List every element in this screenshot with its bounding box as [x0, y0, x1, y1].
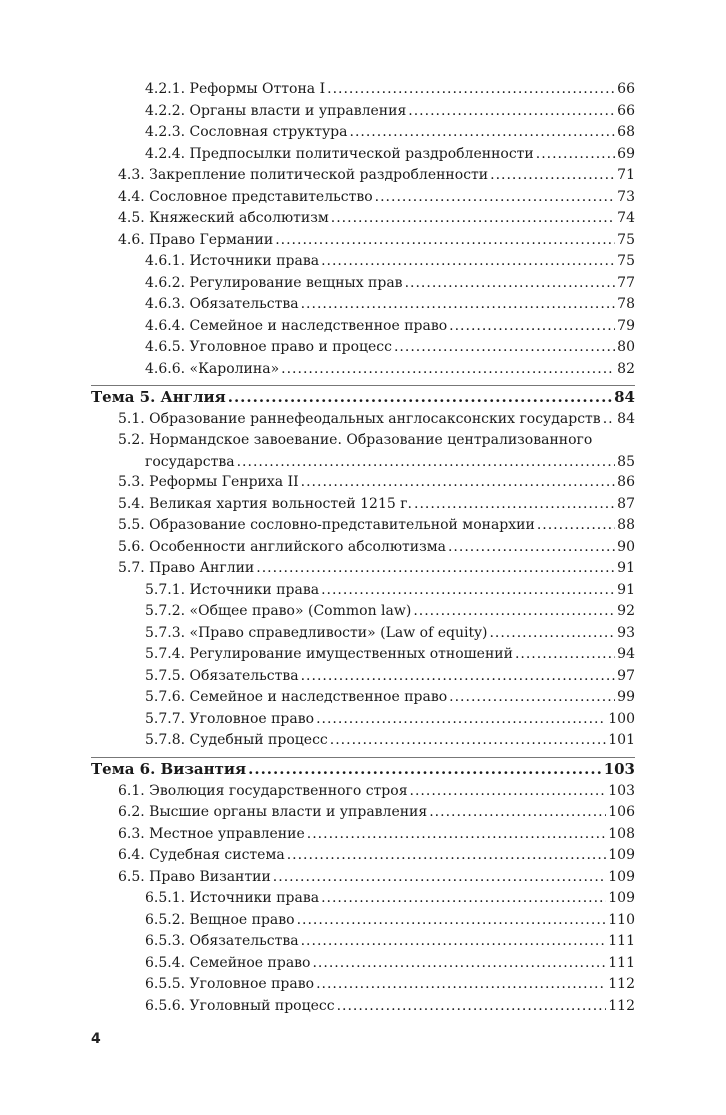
- section-divider: [91, 757, 635, 758]
- toc-page-number: 94: [617, 646, 635, 662]
- toc-page-number: 75: [617, 253, 635, 269]
- toc-page-number: 86: [617, 474, 635, 490]
- toc-entry-title: 4.5. Княжеский абсолютизм: [118, 210, 329, 226]
- toc-entry-title: 6.5.2. Вещное право: [145, 911, 295, 928]
- toc-entry: [118, 208, 635, 230]
- toc-entry-title: 6.5.5. Уголовное право: [145, 976, 315, 992]
- dot-leader: [301, 294, 616, 316]
- toc-entry: [145, 273, 635, 295]
- toc-entry: [145, 122, 635, 144]
- dot-leader: [256, 558, 615, 580]
- toc-entry: [145, 294, 635, 316]
- page-number: 4: [91, 1031, 101, 1047]
- toc-page-number: 101: [608, 732, 635, 748]
- toc-page-number: 109: [608, 847, 635, 863]
- toc-page-number: 75: [617, 231, 635, 248]
- toc-page-number: 109: [608, 868, 635, 885]
- toc-page-number: 103: [608, 782, 635, 799]
- toc-entry-title: 5.7.5. Обязательства: [145, 667, 299, 684]
- toc-page-number: 88: [617, 517, 635, 533]
- toc-entry: [145, 337, 635, 359]
- toc-entry: [145, 623, 635, 645]
- dot-leader: [301, 472, 616, 494]
- toc-entry: [145, 580, 635, 602]
- toc-entry-title: 6.2. Высшие органы власти и управления: [118, 804, 428, 820]
- toc-page-number: 69: [617, 145, 635, 162]
- dot-leader: [603, 409, 615, 431]
- toc-entry: [145, 316, 635, 338]
- toc-entry-title: 4.4. Сословное представительство: [118, 188, 373, 205]
- toc-entry: [118, 781, 635, 803]
- dot-leader: [405, 273, 616, 295]
- toc-entry-title: 4.6.3. Обязательства: [145, 296, 299, 312]
- toc-entry: [145, 101, 635, 123]
- dot-leader: [375, 187, 616, 209]
- toc-page-number: 66: [617, 81, 635, 97]
- dot-leader: [321, 580, 615, 602]
- toc-page-number: 97: [617, 667, 635, 684]
- toc-page-number: 112: [608, 976, 635, 992]
- toc-entry: [118, 802, 635, 824]
- toc-page-number: 66: [617, 102, 635, 119]
- dot-leader: [414, 494, 615, 516]
- toc-page-number: 109: [608, 890, 635, 906]
- toc-entry-title: 5.7.7. Уголовное право: [145, 710, 315, 727]
- toc-entry-title: 5.1. Образование раннефеодальных англосаксонских государств: [118, 410, 601, 427]
- toc-entry: [118, 165, 635, 187]
- toc-entry-title: 5.7.8. Судебный процесс: [145, 732, 328, 748]
- dot-leader: [301, 931, 607, 953]
- toc-entry-title: 4.2.4. Предпосылки политической раздробленности: [145, 145, 534, 162]
- dot-leader: [330, 730, 607, 752]
- toc-entry-title: Тема 5. Англия: [91, 387, 226, 406]
- dot-leader: [321, 888, 606, 910]
- toc-page-number: 82: [617, 360, 635, 377]
- toc-entry: [118, 187, 635, 209]
- toc-entry-title: 4.2.3. Сословная структура: [145, 124, 348, 140]
- dot-leader: [237, 452, 616, 474]
- dot-leader: [350, 122, 616, 144]
- toc-entry: [118, 558, 635, 580]
- dot-leader: [287, 845, 607, 867]
- toc-page-number: 99: [617, 689, 635, 705]
- toc-entry: [118, 409, 635, 431]
- toc-entry-title: 5.2. Нормандское завоевание. Образование централизованного: [118, 432, 593, 448]
- dot-leader: [537, 515, 615, 537]
- toc-page-number: 77: [617, 274, 635, 291]
- toc-page-number: 71: [617, 167, 635, 183]
- dot-leader: [536, 144, 615, 166]
- dot-leader: [297, 910, 607, 932]
- toc-entry-title: 4.6.2. Регулирование вещных прав: [145, 274, 403, 291]
- toc-entry-title: 5.6. Особенности английского абсолютизма: [118, 538, 446, 555]
- toc-entry-title: 6.5.6. Уголовный процесс: [145, 997, 335, 1014]
- toc-entry-title: 5.7.3. «Право справедливости» (Law of equity): [145, 624, 488, 641]
- toc-entry-title: 4.6.1. Источники права: [145, 253, 320, 269]
- toc-entry-title: 6.5.4. Семейное право: [145, 954, 311, 971]
- toc-entry-title: 4.6.4. Семейное и наследственное право: [145, 317, 448, 334]
- toc-page-number: 78: [617, 296, 635, 312]
- dot-leader: [331, 208, 615, 230]
- toc-page-number: 79: [617, 317, 635, 334]
- toc-entry: [118, 472, 635, 494]
- toc-topic-heading: [91, 387, 635, 409]
- toc-entry-title: 5.4. Великая хартия вольностей 1215 г.: [118, 495, 413, 512]
- toc-page-number: 80: [617, 339, 635, 355]
- toc-entry: [145, 359, 635, 381]
- toc-page-number: 103: [603, 760, 635, 778]
- toc-entry: [145, 974, 635, 996]
- toc-entry: [118, 515, 635, 537]
- dot-leader: [337, 996, 607, 1018]
- toc-entry: [145, 730, 635, 752]
- dot-leader: [410, 781, 607, 803]
- toc-page-number: 110: [608, 911, 635, 928]
- dot-leader: [273, 867, 606, 889]
- dot-leader: [248, 759, 602, 781]
- dot-leader: [307, 824, 607, 846]
- dot-leader: [275, 230, 615, 252]
- toc-entry-title: 4.2.1. Реформы Оттона I: [145, 81, 326, 97]
- toc-entry: [118, 867, 635, 889]
- toc-page-number: 73: [617, 188, 635, 205]
- dot-leader: [413, 601, 615, 623]
- dot-leader: [449, 316, 615, 338]
- toc-entry: [118, 494, 635, 516]
- toc-entry-title: 4.6.5. Уголовное право и процесс: [145, 339, 392, 355]
- toc-entry: [118, 845, 635, 867]
- toc-page-number: 84: [617, 410, 635, 427]
- dot-leader: [312, 953, 606, 975]
- dot-leader: [448, 537, 615, 559]
- toc-entry-title: 6.5.3. Обязательства: [145, 933, 299, 949]
- toc-entry: [118, 537, 635, 559]
- dot-leader: [228, 387, 612, 409]
- toc-page-number: 91: [617, 581, 635, 598]
- toc-entry: [118, 824, 635, 846]
- toc-entry: [145, 144, 635, 166]
- dot-leader: [301, 666, 616, 688]
- toc-entry-title: 5.3. Реформы Генриха II: [118, 474, 299, 490]
- dot-leader: [281, 359, 615, 381]
- dot-leader: [489, 623, 615, 645]
- toc-topic-heading: [91, 759, 635, 781]
- dot-leader: [327, 79, 615, 101]
- toc-entry-title: 5.7.1. Источники права: [145, 581, 320, 598]
- toc-page-number: 85: [617, 453, 635, 470]
- toc-entry: [118, 230, 635, 252]
- toc-entry-title: 4.6.6. «Каролина»: [145, 360, 280, 377]
- dot-leader: [515, 644, 615, 666]
- section-divider: [91, 385, 635, 386]
- toc-page-number: 68: [617, 124, 635, 140]
- toc-entry-title: 4.6. Право Германии: [118, 231, 274, 248]
- toc-page-number: 90: [617, 538, 635, 555]
- toc-entry: [145, 687, 635, 709]
- dot-leader: [429, 802, 606, 824]
- toc-entry: [145, 888, 635, 910]
- dot-leader: [408, 101, 615, 123]
- dot-leader: [316, 974, 606, 996]
- toc-page-number: 100: [608, 710, 635, 727]
- toc-entry-title: 5.5. Образование сословно-представительной монархии: [118, 517, 535, 533]
- toc-entry: [145, 709, 635, 731]
- dot-leader: [321, 251, 615, 273]
- toc-page-number: 93: [617, 624, 635, 641]
- dot-leader: [490, 165, 615, 187]
- toc-entry-title: 5.7.6. Семейное и наследственное право: [145, 689, 448, 705]
- toc-entry: [145, 931, 635, 953]
- toc-entry-title: 6.5.1. Источники права: [145, 890, 320, 906]
- toc-page-number: 87: [617, 495, 635, 512]
- toc-page-number: 92: [617, 603, 635, 619]
- toc-entry-title: 4.2.2. Органы власти и управления: [145, 102, 407, 119]
- toc-page-number: 84: [614, 387, 635, 406]
- toc-page-number: 112: [608, 997, 635, 1014]
- dot-leader: [394, 337, 615, 359]
- toc-entry-title: Тема 6. Византия: [91, 760, 247, 778]
- toc-entry-title: 6.5. Право Византии: [118, 868, 271, 885]
- toc-entry: [118, 430, 635, 473]
- toc-entry-title: 6.4. Судебная система: [118, 847, 285, 863]
- toc-entry-title: 5.7.2. «Общее право» (Common law): [145, 603, 412, 619]
- toc-page-number: 74: [617, 210, 635, 226]
- toc-entry: [145, 666, 635, 688]
- toc-entry: [145, 953, 635, 975]
- toc-entry-title: 6.1. Эволюция государственного строя: [118, 782, 408, 799]
- toc-page-number: 111: [608, 954, 635, 971]
- toc-entry: [145, 79, 635, 101]
- toc-page-number: 91: [617, 560, 635, 576]
- toc-page-number: 106: [608, 804, 635, 820]
- toc-entry: [145, 251, 635, 273]
- toc-entry: [145, 996, 635, 1018]
- dot-leader: [449, 687, 615, 709]
- toc-entry: [145, 910, 635, 932]
- toc-entry: [145, 644, 635, 666]
- toc-page-number: 111: [608, 933, 635, 949]
- toc-entry-title: 5.7. Право Англии: [118, 560, 255, 576]
- toc-entry: [145, 601, 635, 623]
- toc-entry-title: 6.3. Местное управление: [118, 825, 305, 842]
- toc-entry-title: государства: [145, 453, 235, 470]
- toc-entry-title: 4.3. Закрепление политической раздробленности: [118, 167, 489, 183]
- dot-leader: [316, 709, 606, 731]
- toc-page-number: 108: [608, 825, 635, 842]
- toc-entry-title: 5.7.4. Регулирование имущественных отношений: [145, 646, 513, 662]
